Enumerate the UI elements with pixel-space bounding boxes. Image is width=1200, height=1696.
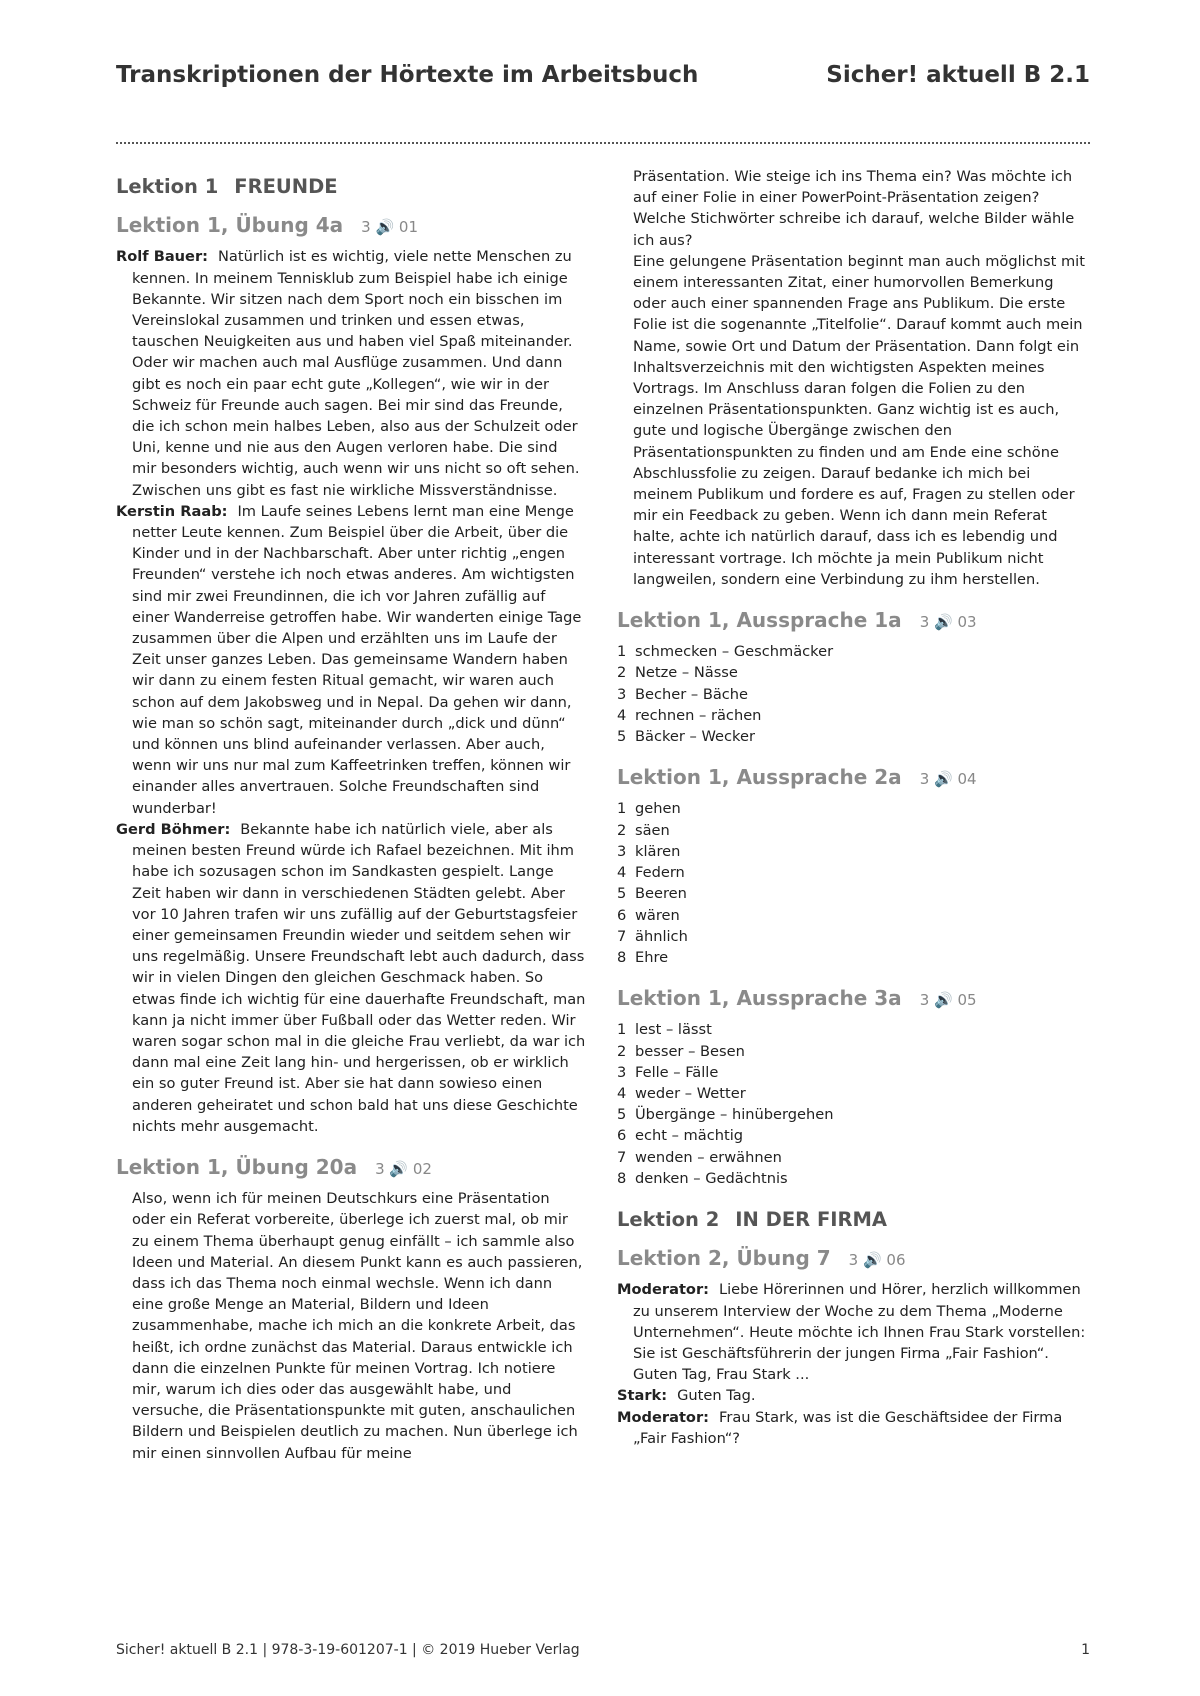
- section-heading: [617, 988, 1090, 1011]
- spacer: [116, 1137, 586, 1157]
- item-number: 5: [617, 728, 627, 746]
- section-heading: [617, 767, 1090, 790]
- speaker-paragraph: [116, 246, 586, 500]
- left-column: [116, 176, 586, 1464]
- speaker-text: Im Laufe seines Lebens lernt man eine Menge netter Leute kennen. Zum Beispiel über die Arbeit, über die Kinder und in der Nachbarschaft. Aber unter richtig „engen Freunden“ verstehe ich noch etwas anderes. Am wichtigsten sind mir zwei Freundinnen, die ich vor Jahren zufällig auf einer Wanderreise getroffen habe. Wir wanderten einige Tage zusammen über die Alpen und erzählten uns im Laufe der Zeit unser ganzes Leben. Das gemeinsame Wandern haben wir dann zu einem festen Ritual gemacht, wir waren auch schon auf dem Jakobsweg und in Nepal. Da gehen wir dann, wie man so schön sagt, miteinander durch „dick und dünn“ und können uns blind aufeinander verlassen. Aber auch, wenn wir uns nur mal zum Kaffeetrinken treffen, können wir einander alles anvertrauen. Solche Freundschaften sind wunderbar!: [132, 502, 582, 817]
- list-item: [617, 1062, 1090, 1083]
- lektion-label: Lektion 2: [617, 1207, 720, 1231]
- speaker-text: Guten Tag.: [677, 1387, 756, 1405]
- list-item: [617, 905, 1090, 926]
- item-number: 2: [617, 1042, 627, 1060]
- list-item: [617, 726, 1090, 747]
- list-item: [617, 798, 1090, 819]
- section-title: Lektion 1, Übung 4a: [116, 213, 344, 238]
- section-title: Lektion 1, Aussprache 1a: [617, 608, 902, 633]
- speaker-paragraph: [617, 1279, 1090, 1385]
- speaker-text: Liebe Hörerinnen und Hörer, herzlich willkommen zu unserem Interview der Woche zu dem Thema „Moderne Unternehmen“. Heute möchte ich Ihnen Frau Stark vorstellen: Sie ist Geschäftsführerin der jungen Firma „Fair Fashion“. Guten Tag, Frau Stark ...: [633, 1281, 1086, 1384]
- audio-track-icon: 3 🔊 05: [919, 991, 977, 1010]
- item-number: 4: [617, 864, 627, 882]
- item-number: 5: [617, 885, 627, 903]
- item-number: 3: [617, 842, 627, 860]
- speaker-name: Moderator:: [617, 1408, 709, 1426]
- speaker-paragraph: [116, 501, 586, 819]
- speaker-paragraph: [116, 819, 586, 1137]
- list-item: [617, 705, 1090, 726]
- speaker-name: Rolf Bauer:: [116, 248, 208, 266]
- item-number: 3: [617, 685, 627, 703]
- lektion-label: Lektion 1: [116, 175, 219, 198]
- item-text: Ehre: [635, 948, 669, 966]
- item-text: Übergänge – hinübergehen: [635, 1106, 834, 1124]
- transcript-paragraph: Also, wenn ich für meinen Deutschkurs eine Präsentation oder ein Referat vorbereite, überlege ich zuerst mal, ob mir zu einem Thema überhaupt genug einfällt – ich sammle also Ideen und Material. An diesem Punkt kann es auch passieren, dass ich das Thema noch einmal wechsle. Wenn ich dann eine große Menge an Material, Bildern und Ideen zusammenhabe, mache ich mich an die konkrete Arbeit, das heißt, ich ordne zunächst das Material. Daraus entwickle ich dann die einzelnen Punkte für meinen Vortrag. Ich notiere mir, warum ich dies oder das ausgewählt habe, und versuche, die Präsentationspunkte mit guten, anschaulichen Bildern und Beispielen deutlich zu machen. Nun überlege ich mir einen sinnvollen Aufbau für meine: [132, 1190, 583, 1462]
- lektion-heading: [617, 1209, 1090, 1230]
- list-item: [617, 641, 1090, 662]
- speaker-name: Stark:: [617, 1387, 668, 1405]
- speaker-name: Moderator:: [617, 1281, 709, 1299]
- item-text: besser – Besen: [635, 1042, 745, 1060]
- item-text: ähnlich: [635, 927, 688, 945]
- item-number: 2: [617, 821, 627, 839]
- list-item: [617, 883, 1090, 904]
- list-item: [617, 1168, 1090, 1189]
- item-text: Bäcker – Wecker: [635, 728, 755, 746]
- list-item: [617, 820, 1090, 841]
- speaker-paragraph: [617, 1385, 1090, 1406]
- list-item: [617, 862, 1090, 883]
- list-item: [617, 1125, 1090, 1146]
- audio-track-icon: 3 🔊 06: [848, 1251, 906, 1270]
- spacer: [617, 747, 1090, 767]
- section-heading: [617, 610, 1090, 633]
- page-title: Transkriptionen der Hörtexte im Arbeitsbuch: [116, 62, 699, 88]
- item-number: 6: [617, 1127, 627, 1145]
- section-title: Lektion 2, Übung 7: [617, 1246, 831, 1271]
- word-list: [617, 1019, 1090, 1189]
- speaker-text: Frau Stark, was ist die Geschäftsidee der Firma „Fair Fashion“?: [633, 1408, 1063, 1447]
- page-footer: [116, 1642, 1090, 1658]
- list-item: [617, 684, 1090, 705]
- item-text: Netze – Nässe: [635, 664, 738, 682]
- spacer: [617, 1189, 1090, 1209]
- audio-track-icon: 3 🔊 01: [361, 218, 419, 237]
- item-number: 1: [617, 643, 627, 661]
- speaker-text: Bekannte habe ich natürlich viele, aber als meinen besten Freund würde ich Rafael bezeichnen. Mit ihm habe ich sozusagen schon im Sandkasten gespielt. Lange Zeit haben wir dann in verschiedenen Städten gelebt. Aber vor 10 Jahren trafen wir uns zufällig auf der Geburtstagsfeier einer gemeinsamen Freundin wieder und seitdem sehen wir uns regelmäßig. Unsere Freundschaft lebt auch dadurch, dass wir in vielen Dingen den gleichen Geschmack haben. So etwas finde ich wichtig für eine dauerhafte Freundschaft, man kann ja nicht immer über Fußball oder das Wetter reden. Wir waren sogar schon mal in die gleiche Frau verliebt, da war ich dann mal eine Zeit lang hin- und hergerissen, ob er wirklich ein so guter Freund ist. Aber sie hat dann sowieso einen anderen geheiratet und schon bald hat uns diese Geschichte nichts mehr ausgemacht.: [132, 820, 586, 1135]
- word-list: [617, 798, 1090, 968]
- item-text: wenden – erwähnen: [635, 1148, 782, 1166]
- audio-track-icon: 3 🔊 02: [375, 1159, 432, 1178]
- footer-text: Sicher! aktuell B 2.1 | 978-3-19-601207-1 | © 2019 Hueber Verlag: [116, 1642, 580, 1658]
- lektion-title: FREUNDE: [234, 175, 338, 198]
- lektion-title: IN DER FIRMA: [735, 1207, 888, 1231]
- list-item: [617, 1041, 1090, 1062]
- item-number: 4: [617, 706, 627, 724]
- transcript-paragraph: Präsentation. Wie steige ich ins Thema ein? Was möchte ich auf einer Folie in einer PowerPoint-Präsentation zeigen? Welche Stichwörter schreibe ich darauf, welche Bilder wähle ich aus?: [633, 168, 1075, 249]
- speaker-text: Natürlich ist es wichtig, viele nette Menschen zu kennen. In meinem Tennisklub zum Beispiel habe ich einige Bekannte. Wir sitzen nach dem Sport noch ein bisschen im Vereinslokal zusammen und trinken und essen etwas, tauschen Neuigkeiten aus und haben viel Spaß miteinander. Oder wir machen auch mal Ausflüge zusammen. Und dann gibt es noch ein paar echt gute „Kollegen“, wie wir in der Schweiz für Freunde auch sagen. Bei mir sind das Freunde, die ich schon mein halbes Leben, also aus der Schulzeit oder Uni, kenne und nie aus den Augen verloren habe. Die sind mir besonders wichtig, auch wenn wir uns nicht so oft sehen. Zwischen uns gibt es fast nie wirkliche Missverständnisse.: [132, 248, 580, 499]
- item-text: echt – mächtig: [635, 1127, 744, 1145]
- speaker-name: Gerd Böhmer:: [116, 820, 231, 838]
- list-item: [617, 841, 1090, 862]
- item-number: 6: [617, 906, 627, 924]
- book-title: Sicher! aktuell B 2.1: [826, 62, 1090, 88]
- item-number: 3: [617, 1063, 627, 1081]
- item-text: lest – lässt: [635, 1021, 712, 1039]
- item-number: 7: [617, 927, 627, 945]
- list-item: [617, 1147, 1090, 1168]
- item-text: säen: [635, 821, 670, 839]
- transcript-paragraph: Eine gelungene Präsentation beginnt man auch möglichst mit einem interessanten Zitat, einer humorvollen Bemerkung oder auch einer spannenden Frage ans Publikum. Die erste Folie ist die sogenannte „Titelfolie“. Darauf kommt auch mein Name, sowie Ort und Datum der Präsentation. Dann folgt ein Inhaltsverzeichnis mit den wichtigsten Aspekten meines Vortrags. Im Anschluss daran folgen die Folien zu den einzelnen Präsentationspunkten. Ganz wichtig ist es auch, gute und logische Übergänge zwischen den Präsentationspunkten zu finden und am Ende eine schöne Abschlussfolie zu zeigen. Darauf bedanke ich mich bei meinem Publikum und fordere es auf, Fragen zu stellen oder mir ein Feedback zu geben. Wenn ich dann mein Referat halte, achte ich natürlich darauf, dass ich es lebendig und interessant vortrage. Ich möchte ja mein Publikum nicht langweilen, sondern eine Verbindung zu ihm herstellen.: [633, 252, 1085, 588]
- speaker-paragraph: [617, 1407, 1090, 1449]
- item-text: denken – Gedächtnis: [635, 1169, 788, 1187]
- section-title: Lektion 1, Aussprache 3a: [617, 986, 902, 1011]
- item-text: klären: [635, 842, 681, 860]
- header-divider: [116, 142, 1090, 144]
- list-item: [617, 1019, 1090, 1040]
- item-text: Beeren: [635, 885, 687, 903]
- item-number: 8: [617, 1169, 627, 1187]
- item-number: 5: [617, 1106, 627, 1124]
- list-item: [617, 947, 1090, 968]
- section-heading: [116, 1154, 586, 1180]
- list-item: [617, 662, 1090, 683]
- lektion-heading: [116, 176, 586, 197]
- item-text: gehen: [635, 800, 681, 818]
- item-text: Federn: [635, 864, 685, 882]
- item-text: weder – Wetter: [635, 1084, 746, 1102]
- list-item: [617, 1104, 1090, 1125]
- list-item: [617, 1083, 1090, 1104]
- item-number: 1: [617, 800, 627, 818]
- item-number: 2: [617, 664, 627, 682]
- item-text: schmecken – Geschmäcker: [635, 643, 834, 661]
- spacer: [617, 968, 1090, 988]
- section-heading: [116, 215, 586, 238]
- page-header: [116, 62, 1090, 102]
- item-text: rechnen – rächen: [635, 706, 762, 724]
- item-number: 7: [617, 1148, 627, 1166]
- spacer: [617, 590, 1090, 610]
- item-number: 4: [617, 1084, 627, 1102]
- word-list: [617, 641, 1090, 747]
- list-item: [617, 926, 1090, 947]
- item-number: 8: [617, 948, 627, 966]
- item-text: Felle – Fälle: [635, 1063, 719, 1081]
- audio-track-icon: 3 🔊 04: [919, 770, 977, 789]
- section-title: Lektion 1, Übung 20a: [116, 1154, 358, 1179]
- item-text: wären: [635, 906, 680, 924]
- item-text: Becher – Bäche: [635, 685, 749, 703]
- page-number: 1: [1081, 1642, 1090, 1658]
- audio-track-icon: 3 🔊 03: [919, 613, 977, 632]
- item-number: 1: [617, 1021, 627, 1039]
- section-title: Lektion 1, Aussprache 2a: [617, 765, 902, 790]
- right-column: [617, 166, 1090, 1449]
- section-heading: [617, 1248, 1090, 1271]
- speaker-name: Kerstin Raab:: [116, 502, 228, 520]
